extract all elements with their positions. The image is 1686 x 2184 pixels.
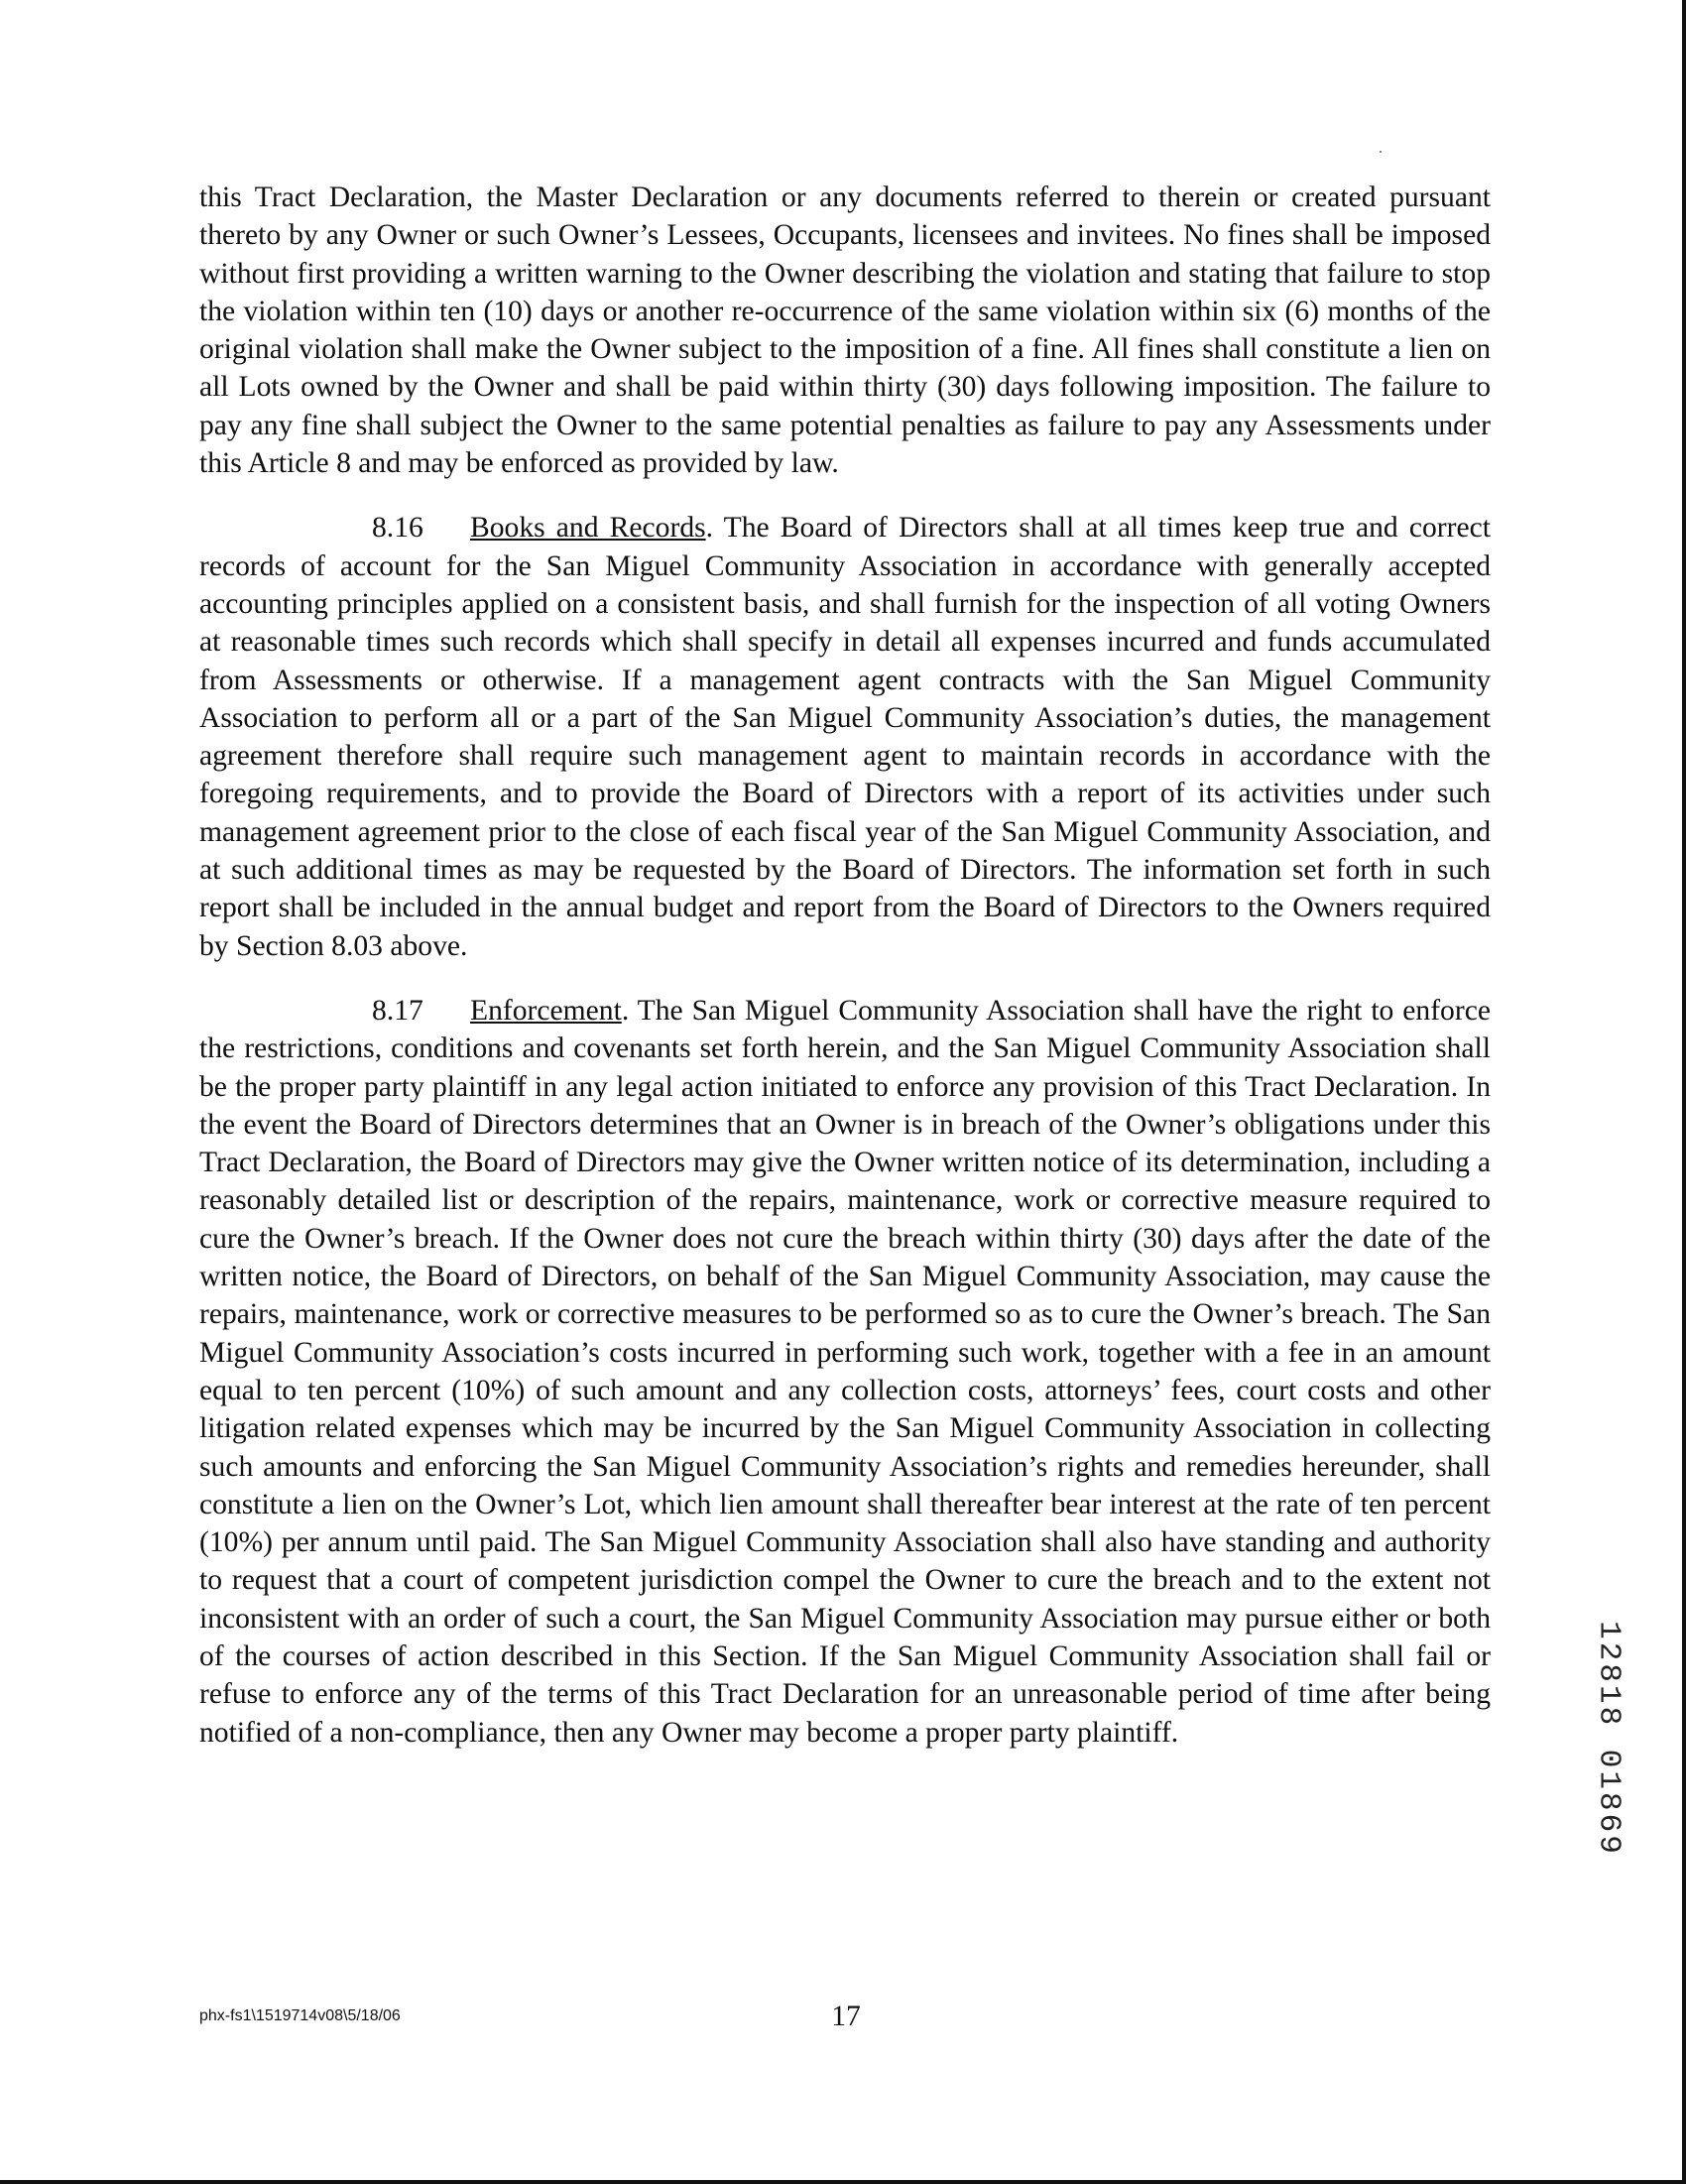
recording-stamp (1589, 1599, 1628, 1879)
section-heading: Enforcement (470, 994, 622, 1027)
scan-border-bottom (0, 2180, 1686, 2184)
scan-speck (1380, 151, 1382, 153)
section-number: 8.16 (372, 512, 423, 545)
scan-border-right (1682, 0, 1686, 2184)
section-text: . The Board of Directors shall at all times keep true and correct records of account for the San Miguel Community Association in accordance with generally accepted accounting principles applied on a consistent basis, and shall furnish for the inspection of all voting Owners at reasonable times such records which shall specify in detail all expenses incurred and funds accumulated from Assessments or otherwise. If a management agent contracts with the San Miguel Community Association to perform all or a part of the San Miguel Community Association’s duties, the management agreement therefore shall require such management agent to maintain records in accordance with the foregoing requirements, and to provide the Board of Directors with a report of its activities under such management agreement prior to the close of each fiscal year of the San Miguel Community Association, and at such additional times as may be requested by the Board of Directors. The information set forth in such report shall be included in the annual budget and report from the Board of Directors to the Owners required by Section 8.03 above. (199, 512, 1491, 962)
section-heading: Books and Records (470, 512, 706, 545)
footer-file-reference: phx-fs1\1519714v08\5/18/06 (199, 2007, 401, 2024)
section-number: 8.17 (372, 994, 423, 1027)
recording-stamp-text: 12818 01869 (1591, 1621, 1626, 1857)
paragraph-continuation: this Tract Declaration, the Master Declaration or any documents referred to therein or created pursuant thereto by any Owner or such Owner’s Lessees, Occupants, licensees and invitees. No fines shall be imposed without first providing a written warning to the Owner describing the violation and stating that failure to stop the violation within ten (10) days or another re-occurrence of the same violation within six (6) months of the original violation shall make the Owner subject to the imposition of a fine. All fines shall constitute a lien on all Lots owned by the Owner and shall be paid within thirty (30) days following imposition. The failure to pay any fine shall subject the Owner to the same potential penalties as failure to pay any Assessments under this Article 8 and may be enforced as provided by law. (199, 182, 1491, 480)
section-8-16 (199, 509, 1491, 965)
section-text: . The San Miguel Community Association shall have the right to enforce the restrictions, conditions and covenants set forth herein, and the San Miguel Community Association shall be the proper party plaintiff in any legal action initiated to enforce any provision of this Tract Declaration. In the event the Board of Directors determines that an Owner is in breach of the Owner’s obligations under this Tract Declaration, the Board of Directors may give the Owner written notice of its determination, including a reasonably detailed list or description of the repairs, maintenance, work or corrective measure required to cure the Owner’s breach. If the Owner does not cure the breach within thirty (30) days after the date of the written notice, the Board of Directors, on behalf of the San Miguel Community Association, may cause the repairs, maintenance, work or corrective measures to be performed so as to cure the Owner’s breach. The San Miguel Community Association’s costs incurred in performing such work, together with a fee in an amount equal to ten percent (10%) of such amount and any collection costs, attorneys’ fees, court costs and other litigation related expenses which may be incurred by the San Miguel Community Association in collecting such amounts and enforcing the San Miguel Community Association’s rights and remedies hereunder, shall constitute a lien on the Owner’s Lot, which lien amount shall thereafter bear interest at the rate of ten percent (10%) per annum until paid. The San Miguel Community Association shall also have standing and authority to request that a court of competent jurisdiction compel the Owner to cure the breach and to the extent not inconsistent with an order of such a court, the San Miguel Community Association may pursue either or both of the courses of action described in this Section. If the San Miguel Community Association shall fail or refuse to enforce any of the terms of this Tract Declaration for an unreasonable period of time after being notified of a non-compliance, then any Owner may become a proper party plaintiff. (199, 994, 1491, 1749)
page-number: 17 (831, 2001, 861, 2032)
document-body (199, 179, 1491, 1752)
section-8-17 (199, 992, 1491, 1752)
